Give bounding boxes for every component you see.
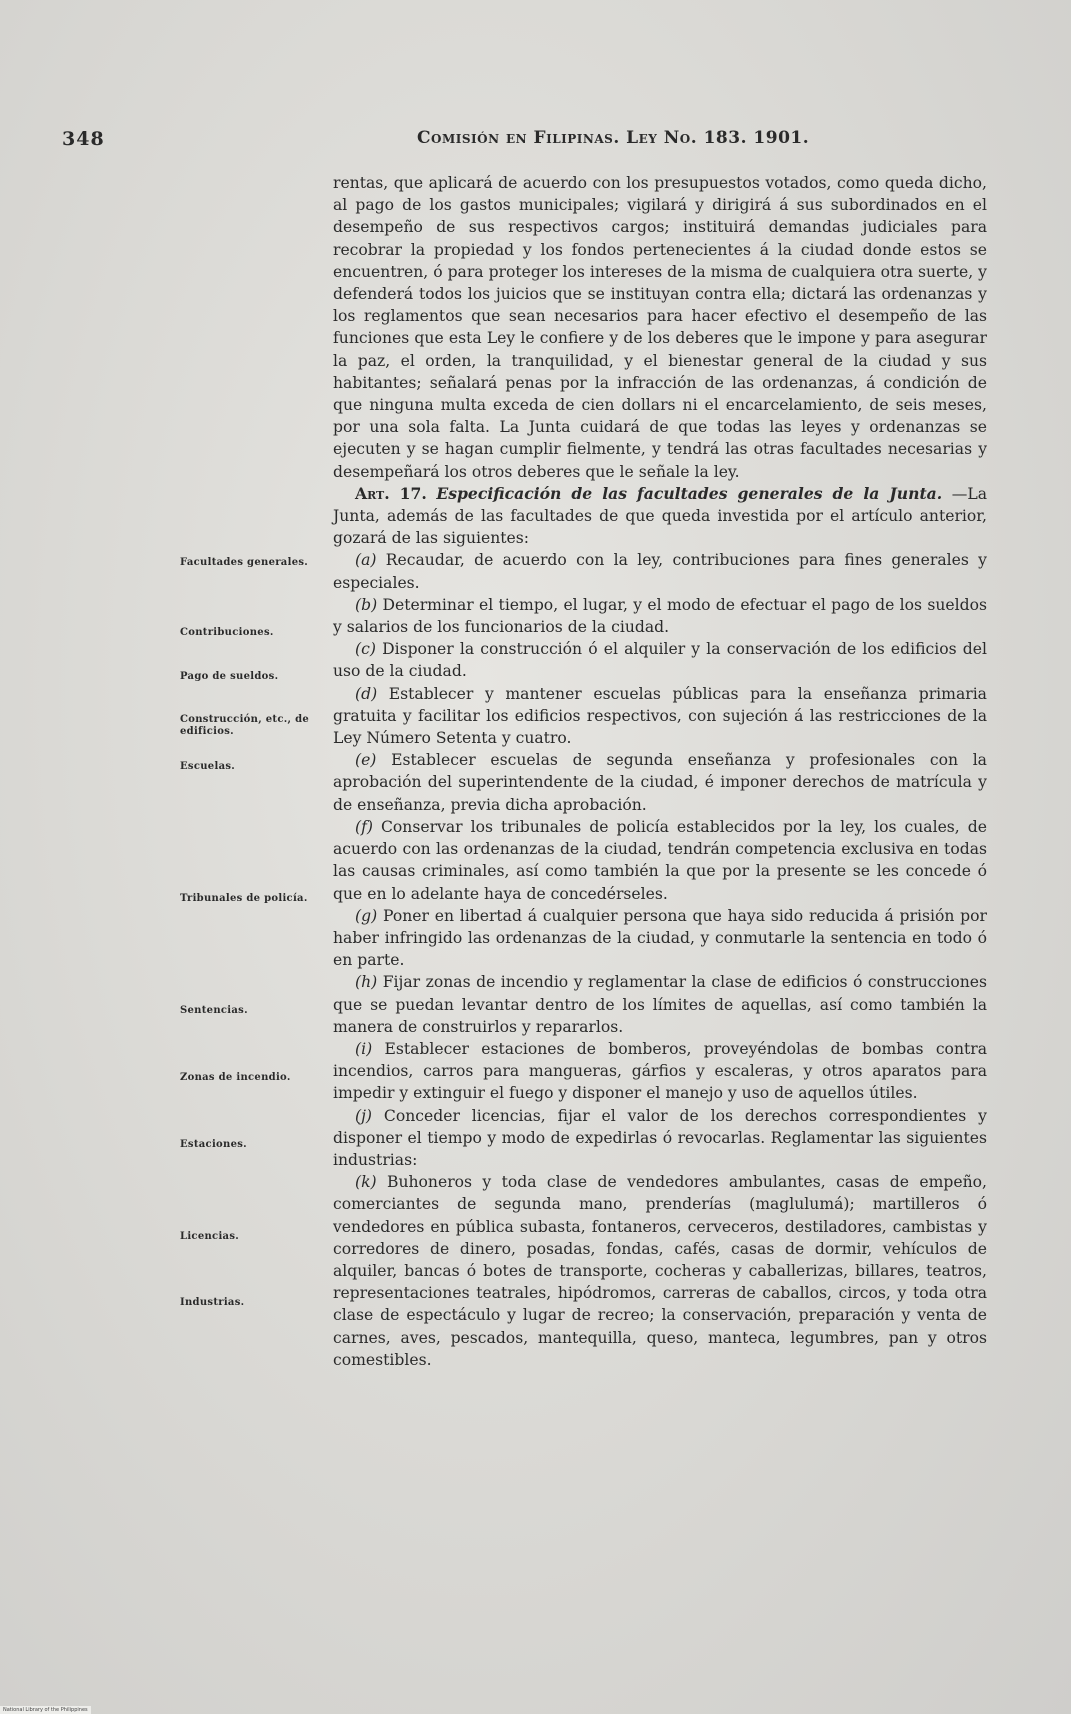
article-heading: Especificación de las facultades generales de la Junta. [436,483,943,503]
margin-note: Zonas de incendio. [180,1072,291,1083]
list-item [333,594,987,638]
article-text: —La Junta, además de las facultades de que queda investida por el artículo anterior, gozará de las siguientes: [333,484,987,548]
item-text: Establecer estaciones de bomberos, proveyéndolas de bombas contra incendios, carros para mangueras, gárfios y escaleras, y otros aparatos para impedir y extinguir el fuego y disponer el manejo y uso de aquellos útiles. [333,1039,987,1103]
margin-note: Tribunales de policía. [180,893,308,904]
item-label: (b) [355,595,378,614]
item-label: (k) [355,1173,377,1192]
item-label: (i) [355,1039,373,1058]
margin-note: Escuelas. [180,761,236,772]
item-label: (j) [355,1106,373,1125]
margin-note: Facultades generales. [180,557,309,568]
library-footer: National Library of the Philippines [0,1706,91,1714]
item-label: (h) [355,973,378,992]
item-label: (a) [355,551,377,570]
list-item [333,1105,987,1172]
list-item [333,971,987,1038]
item-text: Conservar los tribunales de policía establecidos por la ley, los cuales, de acuerdo con las ordenanzas de la ciudad, tendrán competencia exclusiva en todas las causas criminales, así como también la que por la presente se les concede ó que en lo adelante haya de concedérseles. [333,817,987,903]
article-paragraph [333,483,987,550]
item-text: Poner en libertad á cualquier persona que haya sido reducida á prisión por haber infringido las ordenanzas de la ciudad, y conmutarle la sentencia en todo ó en parte. [333,906,987,970]
item-label: (c) [355,640,376,659]
item-text: Disponer la construcción ó el alquiler y la conservación de los edificios del uso de la ciudad. [333,640,987,681]
margin-note: Construcción, etc., de edificios. [180,714,310,737]
item-label: (e) [355,751,377,770]
item-text: Determinar el tiempo, el lugar, y el modo de efectuar el pago de los sueldos y salarios de los funcionarios de la ciudad. [333,595,987,637]
running-title: Comisión en Filipinas. Ley No. 183. 1901. [417,128,810,148]
body-text [333,172,987,1371]
list-item [333,1171,987,1371]
item-text: Establecer escuelas de segunda enseñanza y profesionales con la aprobación del superintendente de la ciudad, é imponer derechos de matrícula y de enseñanza, previa dicha aprobación. [333,751,987,814]
item-text: Fijar zonas de incendio y reglamentar la clase de edificios ó construcciones que se puedan levantar dentro de los límites de aquellas, así como también la manera de construirlos y repararlos. [333,973,987,1036]
margin-note: Licencias. [180,1231,240,1242]
margin-note: Estaciones. [180,1139,247,1150]
margin-note: Industrias. [180,1297,245,1308]
list-item [333,683,987,750]
list-item [333,1038,987,1105]
item-text: Buhoneros y toda clase de vendedores ambulantes, casas de empeño, comerciantes de segunda mano, prenderías (maglulumá); martilleros ó vendedores en pública subasta, fontaneros, cerveceros, destiladores, cambistas y corredores de dinero, posadas, fondas, cafés, casas de dormir, vehículos de alquiler, bancas ó botes de transporte, cocheras y caballerizas, billares, teatros, representaciones teatrales, hipódromos, carreras de caballos, circos, y toda otra clase de espectáculo y lugar de recreo; la conservación, preparación y venta de carnes, aves, pescados, mantequilla, queso, manteca, legumbres, pan y otros comestibles. [333,1173,987,1369]
margin-note: Sentencias. [180,1005,248,1016]
list-item [333,638,987,682]
item-text: Recaudar, de acuerdo con la ley, contribuciones para fines generales y especiales. [333,551,987,592]
margin-note: Pago de sueldos. [180,671,279,682]
intro-paragraph: rentas, que aplicará de acuerdo con los presupuestos votados, como queda dicho, al pago de los gastos municipales; vigilará y dirigirá á sus subordinados en el desempeño de sus respectivos cargos; instituirá demandas judiciales para recobrar la propiedad y los fondos pertenecientes á la ciudad donde estos se encuentren, ó para proteger los intereses de la misma de cualquiera otra suerte, y defenderá todos los juicios que se instituyan contra ella; dictará las ordenanzas y los reglamentos que sean necesarios para hacer efectivo el desempeño de las funciones que esta Ley le confiere y de los deberes que le impone y para asegurar la paz, el orden, la tranquilidad, y el bienestar general de la ciudad y sus habitantes; señalará penas por la infracción de las ordenanzas, á condición de que ninguna multa exceda de cien dollars ni el encarcelamiento, de seis meses, por una sola falta. La Junta cuidará de que todas las leyes y ordenanzas se ejecuten y se hagan cumplir fielmente, y tendrá las otras facultades necesarias y desempeñará los otros deberes que le señale la ley. [333,174,987,481]
item-text: Establecer y mantener escuelas públicas para la enseñanza primaria gratuita y facilitar los edificios respectivos, con sujeción á las restricciones de la Ley Número Setenta y cuatro. [333,684,987,748]
page-header [62,128,902,152]
item-label: (g) [355,906,378,925]
list-item [333,816,987,905]
item-label: (f) [355,817,373,836]
list-item [333,549,987,593]
list-item [333,749,987,816]
page-number: 348 [62,128,105,150]
list-item [333,905,987,972]
item-text: Conceder licencias, fijar el valor de los derechos correspondientes y disponer el tiempo y modo de expedirlas ó revocarlas. Reglamentar las siguientes industrias: [333,1106,987,1169]
margin-note: Contribuciones. [180,627,274,638]
item-label: (d) [355,684,378,703]
article-number: Art. 17. [355,483,427,503]
